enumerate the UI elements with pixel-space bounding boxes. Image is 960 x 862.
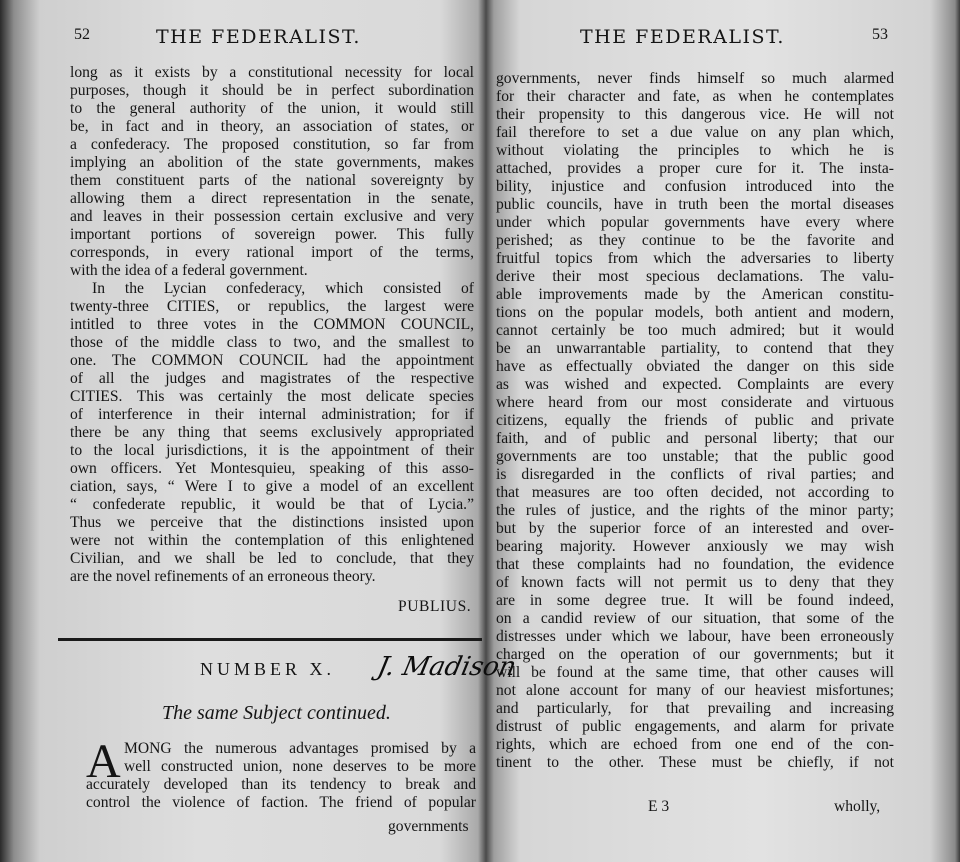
text-line: derive their most specious declamations. The valu- [496,268,894,285]
text-line: corresponds, in every rational import of the terms, [70,244,474,261]
text-line: tinent to the other. These must be chiefly, if not [496,754,894,771]
text-line: Civilian, and we shall be led to conclude, that they [70,550,474,567]
text-line: but by the superior force of an interested and over- [496,520,894,537]
publius-signature: PUBLIUS. [398,598,472,615]
section-rule [58,638,482,641]
text-line: their propensity to this dangerous vice. He will not [496,106,894,123]
text-line: without violating the principles to which he is [496,142,894,159]
right-body-text [496,70,894,772]
text-line: twenty-three CITIES, or republics, the largest were [70,298,474,315]
text-line: attached, provides a proper cure for it. The insta- [496,160,894,177]
text-line: of interference in their internal administration; for if [70,406,474,423]
text-line: one. The COMMON COUNCIL had the appointment [70,352,474,369]
text-line: for their character and fate, as when he contemplates [496,88,894,105]
text-line: on a candid review of our situation, that some of the [496,610,894,627]
text-line: Thus we perceive that the distinctions insisted upon [70,514,474,531]
text-line: purposes, though it should be in perfect subordination [70,82,474,99]
text-line: CITIES. This was certainly the most delicate species [70,388,474,405]
right-page [488,0,960,862]
left-body-text [70,64,474,586]
text-line: are in some degree true. It will be found indeed, [496,592,894,609]
text-line: tions on the popular models, both antient and modern, [496,304,894,321]
text-line: “ confederate republic, it would be that of Lycia.” [70,496,474,513]
text-line: rights, which are echoed from one end of the con- [496,736,894,753]
text-line: there be any thing that seems exclusively appropriated [70,424,474,441]
text-line: cannot certainly be too much admired; but it would [496,322,894,339]
opening-paragraph [86,735,476,812]
text-line: implying an abolition of the state governments, makes [70,154,474,171]
text-line: that measures are too often decided, not according to [496,484,894,501]
text-line: of all the judges and magistrates of the respective [70,370,474,387]
text-line: well constructed union, none deserves to be more [124,758,476,775]
text-line: faith, and of public and personal liberty; that our [496,430,894,447]
text-line: the rules of justice, and the rights of the minor party; [496,502,894,519]
text-line: charged on the operation of our governments; but it [496,646,894,663]
running-head: THE FEDERALIST. [156,26,361,48]
running-head: THE FEDERALIST. [580,26,785,48]
text-line: perished; as they continue to be the favorite and [496,232,894,249]
text-line: as was wished and expected. Complaints are every [496,376,894,393]
drop-cap: A [86,735,121,788]
page-number: 53 [872,26,888,43]
text-line: control the violence of faction. The friend of popular [86,794,476,811]
catchword: wholly, [834,798,881,815]
text-line: able improvements made by the American constitu- [496,286,894,303]
text-line: distrust of public engagements, and alarm for private [496,718,894,735]
chapter-subtitle: The same Subject continued. [162,702,391,724]
text-line: citizens, equally the friends of public and private [496,412,894,429]
text-line: where heard from our most considerate and virtuous [496,394,894,411]
text-line: long as it exists by a constitutional necessity for local [70,64,474,81]
text-line: a confederacy. The proposed constitution, so far from [70,136,474,153]
text-line: intitled to three votes in the COMMON COUNCIL, [70,316,474,333]
text-line: and particularly, for that prevailing and increasing [496,700,894,717]
text-line: of known facts will not permit us to deny that they [496,574,894,591]
text-line: allowing them a direct representation in the senate, [70,190,474,207]
text-line: and leaves in their possession certain exclusive and very [70,208,474,225]
number-heading: NUMBER X. [200,659,336,679]
text-line: those of the middle class to two, and the smallest to [70,334,474,351]
text-line: governments are too unstable; that the public good [496,448,894,465]
text-line: have as effectually obviated the danger on this side [496,358,894,375]
text-line: is disregarded in the conflicts of rival parties; and [496,466,894,483]
catchword: governments [388,818,469,835]
text-line: In the Lycian confederacy, which consisted of [92,280,474,297]
text-line: not alone account for many of our heaviest misfortunes; [496,682,894,699]
page-number: 52 [74,26,90,43]
text-line: ciation, says, “ Were I to give a model of an excellent [70,478,474,495]
text-line: be an unwarrantable partiality, to contend that they [496,340,894,357]
text-line: own officers. Yet Montesquieu, speaking of this asso- [70,460,474,477]
text-line: that these complaints had no foundation, the evidence [496,556,894,573]
text-line: fail therefore to set a due value on any plan which, [496,124,894,141]
text-line: under which popular governments have every where [496,214,894,231]
text-line: them constituent parts of the national sovereignty by [70,172,474,189]
text-line: bility, injustice and confusion introduced into the [496,178,894,195]
text-line: with the idea of a federal government. [70,262,308,279]
text-line: to the local jurisdictions, it is the appointment of their [70,442,474,459]
text-line: governments, never finds himself so much alarmed [496,70,894,87]
text-line: distresses under which we labour, have been erroneously [496,628,894,645]
text-line: accurately developed than its tendency to break and [86,776,476,793]
text-line: are the novel refinements of an erroneous theory. [70,568,376,585]
text-line: bearing majority. However anxiously we may wish [496,538,894,555]
signature-mark: E 3 [648,798,670,815]
text-line: will be found at the same time, that other causes will [496,664,894,681]
text-line: MONG the numerous advantages promised by a [124,740,476,757]
text-line: to the general authority of the union, it would still [70,100,474,117]
handwritten-annotation: J. Madison [374,652,519,682]
text-line: public councils, have in truth been the mortal diseases [496,196,894,213]
text-line: be, in fact and in theory, an association of states, or [70,118,474,135]
text-line: fruitful topics from which the adversaries to liberty [496,250,894,267]
text-line: important portions of sovereign power. This fully [70,226,474,243]
text-line: were not within the contemplation of this enlightened [70,532,474,549]
